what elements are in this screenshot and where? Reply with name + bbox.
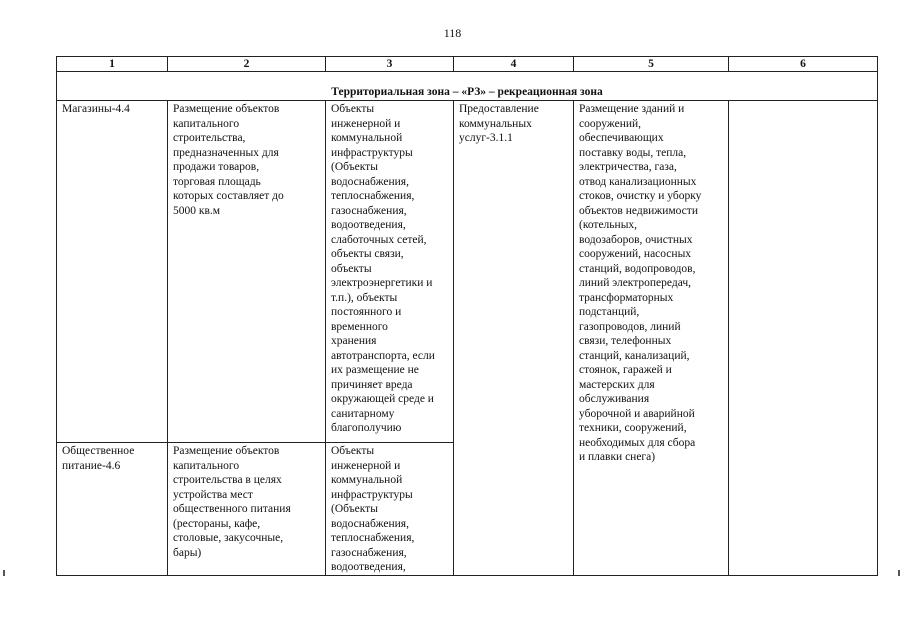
- use-description-text: Размещение объектов капитального строительства в целях устройства мест общественного питания (рестораны, кафе, столовые, закусочные, бары): [173, 445, 291, 559]
- scan-edge-mark: [3, 570, 5, 576]
- use-type-cell: [57, 101, 168, 443]
- auxiliary-objects-cell: [326, 443, 454, 576]
- use-description-text: Размещение объектов капитального строительства, предназначенных для продажи товаров, торговая площадь которых составляет до 5000 кв.м: [173, 103, 284, 217]
- use-type-cell: [57, 443, 168, 576]
- table-row: [57, 101, 878, 443]
- use-description-cell: [168, 443, 326, 576]
- use-description-cell: [168, 101, 326, 443]
- conditional-use-description-text: Размещение зданий и сооружений, обеспечивающих поставку воды, тепла, электричества, газа, отвод канализационных стоков, очистку и уборку объектов недвижимости (котельных, водозаборов, очистных сооружений, насосных станций, водопроводов, линий электропередач, трансформаторных подстанций, газопроводов, линий связи, телефонных станций, канализаций, стоянок, гаражей и мастерских для обслуживания уборочной и аварийной техники, сооружений, необходимых для сбора и плавки снега): [579, 103, 702, 463]
- use-type-text: Общественное питание-4.6: [62, 445, 135, 472]
- auxiliary-objects-text: Объекты инженерной и коммунальной инфраструктуры (Объекты водоснабжения, теплоснабжения, газоснабжения, водоотведения, слаботочных сетей, объекты связи, объекты электроэнергетики и т.п.), объекты постоянного и временного хранения автотранспорта, если их размещение не причиняет вреда окружающей среде и санитарному благополучию: [331, 103, 435, 434]
- auxiliary-objects-text: Объекты инженерной и коммунальной инфраструктуры (Объекты водоснабжения, теплоснабжения, газоснабжения, водоотведения,: [331, 445, 415, 573]
- zone-title-row: [57, 72, 878, 101]
- page-number: 118: [443, 26, 462, 40]
- conditional-use-type-cell: [454, 101, 574, 576]
- auxiliary-objects-cell: [326, 101, 454, 443]
- column-header-2: 2: [168, 57, 326, 72]
- scan-edge-mark: [898, 570, 900, 576]
- column-header-5: 5: [574, 57, 729, 72]
- land-use-table: [56, 56, 878, 576]
- column-header-1: 1: [57, 57, 168, 72]
- conditional-use-type-text: Предоставление коммунальных услуг-3.1.1: [459, 103, 539, 144]
- column-header-6: 6: [729, 57, 878, 72]
- column-header-3: 3: [326, 57, 454, 72]
- column-header-4: 4: [454, 57, 574, 72]
- zone-title: Территориальная зона – «РЗ» – рекреационная зона: [57, 72, 878, 101]
- column-6-cell: [729, 101, 878, 576]
- column-number-row: [57, 57, 878, 72]
- use-type-text: Магазины-4.4: [62, 103, 130, 115]
- conditional-use-description-cell: [574, 101, 729, 576]
